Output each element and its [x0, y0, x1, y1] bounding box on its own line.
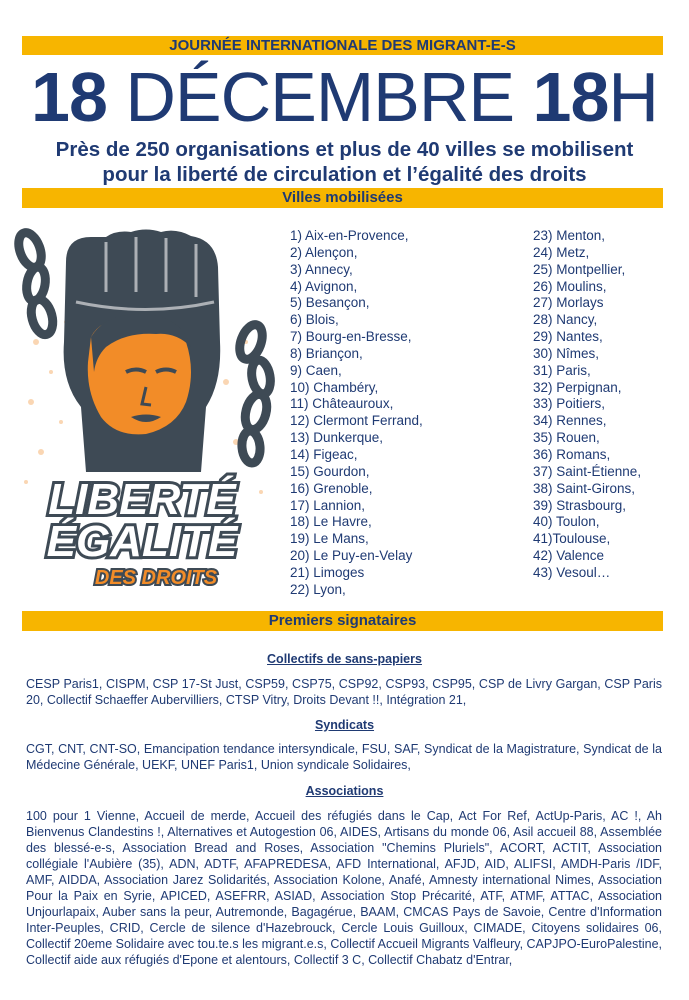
poster-words-des-droits: DES DROITS	[94, 567, 218, 589]
ville-item: 15) Gourdon,	[290, 463, 370, 479]
date-title	[22, 58, 667, 136]
ville-item: 42) Valence	[533, 548, 605, 564]
ville-item: 2) Alençon,	[290, 244, 358, 260]
ville-item: 12) Clermont Ferrand,	[290, 413, 423, 429]
top-banner: JOURNÉE INTERNATIONALE DES MIGRANT-E-S	[22, 36, 663, 55]
ville-item: 36) Romans,	[533, 446, 611, 462]
ville-item: 21) Limoges	[290, 564, 365, 580]
poster-word-liberte: LIBERTÉ	[48, 475, 236, 524]
ville-item: 37) Saint-Étienne,	[533, 463, 642, 479]
ville-item: 27) Morlays	[533, 295, 604, 311]
ville-item: 16) Grenoble,	[290, 480, 373, 496]
ville-item: 32) Perpignan,	[533, 379, 622, 395]
ville-item: 23) Menton,	[533, 228, 606, 243]
ville-item: 25) Montpellier,	[533, 261, 626, 277]
ville-item: 35) Rouen,	[533, 430, 600, 446]
ville-item: 28) Nancy,	[533, 312, 598, 328]
ville-item: 29) Nantes,	[533, 329, 603, 345]
ville-item: 7) Bourg-en-Bresse,	[290, 329, 412, 345]
ville-item: 33) Poitiers,	[533, 396, 606, 412]
ville-item: 17) Lannion,	[290, 497, 366, 513]
woman-face-illustration	[88, 314, 191, 435]
ville-item: 31) Paris,	[533, 362, 591, 378]
section-title-syndicats: Syndicats	[314, 718, 375, 732]
ville-item: 13) Dunkerque,	[290, 430, 384, 446]
date-month: DÉCEMBRE	[125, 58, 515, 136]
section-body-associations: 100 pour 1 Vienne, Accueil de merde, Accueil des réfugiés dans le Cap, Act For Ref, ActUp-Paris, AC !, Ah Bienvenus Clandestins !, Alternatives et Autogestion 06, AIDES, Artisans du monde 06, Asil accueil 88, Assemblée des blessé-e-s, Association Bread and Roses, Association "Chemins Pluriels", ACORT, ACTIT, Association collégiale l'Aubière (35), ADN, ADTF, AFAPREDESA, AFD International, AFJD, AID, ALIFSI, AMDH-Paris /IDF, AMF, AIDDA, Association Jarez Solidarités, Association Kolone, Anafé, Amnesty international Nimes, Association Pour la Paix en Syrie, APICED, ASEFRR, ASIAD, Association Stop Précarité, ATF, ATMF, ATTAC, Association Unjourlapaix, Auber sans la peur, Autremonde, Bagagérue, BAAM, CMCAS Pays de Savoie, Centre d'Information Inter-Peuples, CRID, Cercle de silence d'Hazebrouck, Cercle Louis Guilloux, CIMADE, Citoyens solidaires 06, Collectif 20eme Solidaire avec tou.te.s les migrant.e.s, Collectif Accueil Migrants Valfleury, CAPJPO-EuroPalestine, Collectif aide aux réfugiés d'Epone et alentours, Collectif 3 C, Collectif Chabatz d'Entrar,	[26, 809, 662, 967]
ville-item: 3) Annecy,	[290, 261, 353, 277]
ville-item: 14) Figeac,	[290, 446, 358, 462]
date-hour: 18	[532, 58, 609, 136]
ville-item: 4) Avignon,	[290, 278, 358, 294]
villes-list-col-1	[290, 228, 423, 599]
chain-left-icon	[14, 230, 56, 337]
ville-item: 19) Le Mans,	[290, 531, 369, 547]
subtitle-line-1: Près de 250 organisations et plus de 40 villes se mobilisent	[55, 138, 634, 161]
signataires-banner: Premiers signataires	[22, 611, 663, 631]
ville-item: 39) Strasbourg,	[533, 497, 627, 513]
ville-item: 43) Vesoul…	[533, 564, 611, 580]
poster-illustration	[6, 222, 278, 604]
ville-item: 22) Lyon,	[290, 581, 346, 597]
ville-item: 26) Moulins,	[533, 278, 607, 294]
ville-item: 30) Nîmes,	[533, 345, 600, 361]
ville-item: 5) Besançon,	[290, 295, 370, 311]
ville-item: 34) Rennes,	[533, 413, 607, 429]
subtitle-line-2: pour la liberté de circulation et l’égalité des droits	[102, 163, 587, 186]
ville-item: 40) Toulon,	[533, 514, 600, 530]
ville-item: 6) Blois,	[290, 312, 339, 328]
subtitle	[0, 137, 689, 187]
ville-item: 11) Châteauroux,	[290, 396, 394, 412]
villes-banner: Villes mobilisées	[22, 188, 663, 208]
section-body-collectifs: CESP Paris1, CISPM, CSP 17-St Just, CSP59, CSP75, CSP92, CSP93, CSP95, CSP de Livry Gargan, CSP Paris 20, Collectif Schaeffer Aubervilliers, CTSP Vitry, Droits Devant !!, Intégration 21,	[26, 677, 662, 707]
date-hour-suffix: H	[608, 58, 658, 136]
section-body-syndicats: CGT, CNT, CNT-SO, Emancipation tendance intersyndicale, FSU, SAF, Syndicat de la Magistrature, Syndicat de la Médecine Générale, UEKF, UNEF Paris1, Union syndicale Solidaires,	[26, 742, 662, 772]
ville-item: 1) Aix-en-Provence,	[290, 228, 409, 243]
ville-item: 41)Toulouse,	[533, 531, 611, 547]
ville-item: 24) Metz,	[533, 244, 590, 260]
chain-right-icon	[235, 322, 272, 464]
date-day: 18	[31, 58, 107, 136]
villes-list-col-2	[533, 228, 641, 582]
poster-word-egalite: ÉGALITÉ	[46, 517, 238, 566]
ville-item: 8) Briançon,	[290, 345, 363, 361]
section-title-collectifs: Collectifs de sans-papiers	[267, 652, 422, 666]
section-title-associations: Associations	[305, 784, 384, 798]
ville-item: 18) Le Havre,	[290, 514, 372, 530]
ville-item: 38) Saint-Girons,	[533, 480, 636, 496]
ville-item: 20) Le Puy-en-Velay	[290, 548, 413, 564]
ville-item: 9) Caen,	[290, 362, 342, 378]
ville-item: 10) Chambéry,	[290, 379, 379, 395]
